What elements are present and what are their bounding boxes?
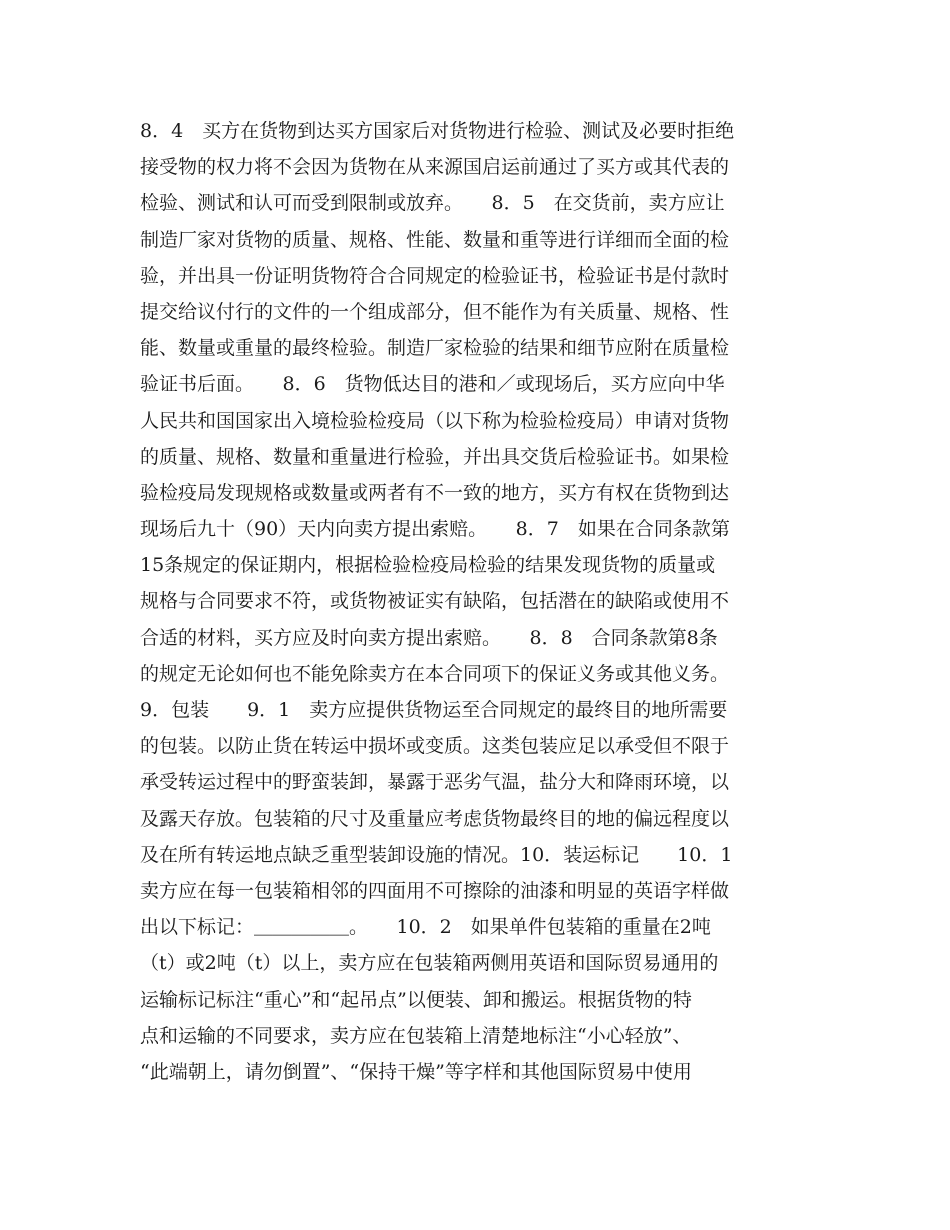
text-line: 检验、测试和认可而受到限制或放弃。 8．5 在交货前，卖方应让 xyxy=(140,192,725,215)
text-line: 及露天存放。包装箱的尺寸及重量应考虑货物最终目的地的偏远程度以 xyxy=(140,807,730,830)
text-line: 出以下标记：＿＿＿＿＿。 10．2 如果单件包装箱的重量在2吨 xyxy=(140,916,711,939)
text-line: 验检疫局发现规格或数量或两者有不一致的地方，买方有权在货物到达 xyxy=(140,481,730,504)
text-line: 接受物的权力将不会因为货物在从来源国启运前通过了买方或其代表的 xyxy=(140,156,730,179)
text-line: 15条规定的保证期内，根据检验检疫局检验的结果发现货物的质量或 xyxy=(140,554,716,577)
text-line: 能、数量或重量的最终检验。制造厂家检验的结果和细节应附在质量检 xyxy=(140,337,730,360)
text-line: 点和运输的不同要求，卖方应在包装箱上清楚地标注“小心轻放”、 xyxy=(140,1024,692,1047)
text-line: 及在所有转运地点缺乏重型装卸设施的情况。10．装运标记 10．1 xyxy=(140,843,733,866)
text-line: 验证书后面。 8．6 货物低达目的港和／或现场后，买方应向中华 xyxy=(140,373,725,396)
text-line: 的质量、规格、数量和重量进行检验，并出具交货后检验证书。如果检 xyxy=(140,445,730,468)
text-line: 9．包装 9．1 卖方应提供货物运至合同规定的最终目的地所需要 xyxy=(140,699,728,721)
text-line: 现场后九十（90）天内向卖方提出索赔。 8．7 如果在合同条款第 xyxy=(140,518,730,541)
text-line: 规格与合同要求不符，或货物被证实有缺陷，包括潜在的缺陷或使用不 xyxy=(140,590,730,613)
text-line: 运输标记标注“重心”和“起吊点”以便装、卸和搬运。根据货物的特 xyxy=(140,988,692,1011)
text-line: 卖方应在每一包装箱相邻的四面用不可擦除的油漆和明显的英语字样做 xyxy=(140,879,730,902)
text-line: （t）或2吨（t）以上，卖方应在包装箱两侧用英语和国际贸易通用的 xyxy=(140,952,719,975)
text-line: 人民共和国国家出入境检验检疫局（以下称为检验检疫局）申请对货物 xyxy=(140,409,730,432)
text-line: 提交给议付行的文件的一个组成部分，但不能作为有关质量、规格、性 xyxy=(140,300,730,323)
text-line: “此端朝上，请勿倒置”、“保持干燥”等字样和其他国际贸易中使用 xyxy=(140,1060,692,1083)
body-text xyxy=(140,113,840,1090)
text-line: 验，并出具一份证明货物符合合同规定的检验证书，检验证书是付款时 xyxy=(140,264,730,287)
text-line: 的规定无论如何也不能免除卖方在本合同项下的保证义务或其他义务。 xyxy=(140,662,730,685)
text-line: 的包装。以防止货在转运中损坏或变质。这类包装应足以承受但不限于 xyxy=(140,735,730,758)
text-line: 合适的材料，买方应及时向卖方提出索赔。 8．8 合同条款第8条 xyxy=(140,626,718,649)
text-line: 承受转运过程中的野蛮装卸，暴露于恶劣气温，盐分大和降雨环境，以 xyxy=(140,771,730,794)
text-line: 制造厂家对货物的质量、规格、性能、数量和重等进行详细而全面的检 xyxy=(140,228,730,251)
text-line: 8．4 买方在货物到达买方国家后对货物进行检验、测试及必要时拒绝 xyxy=(140,120,735,142)
